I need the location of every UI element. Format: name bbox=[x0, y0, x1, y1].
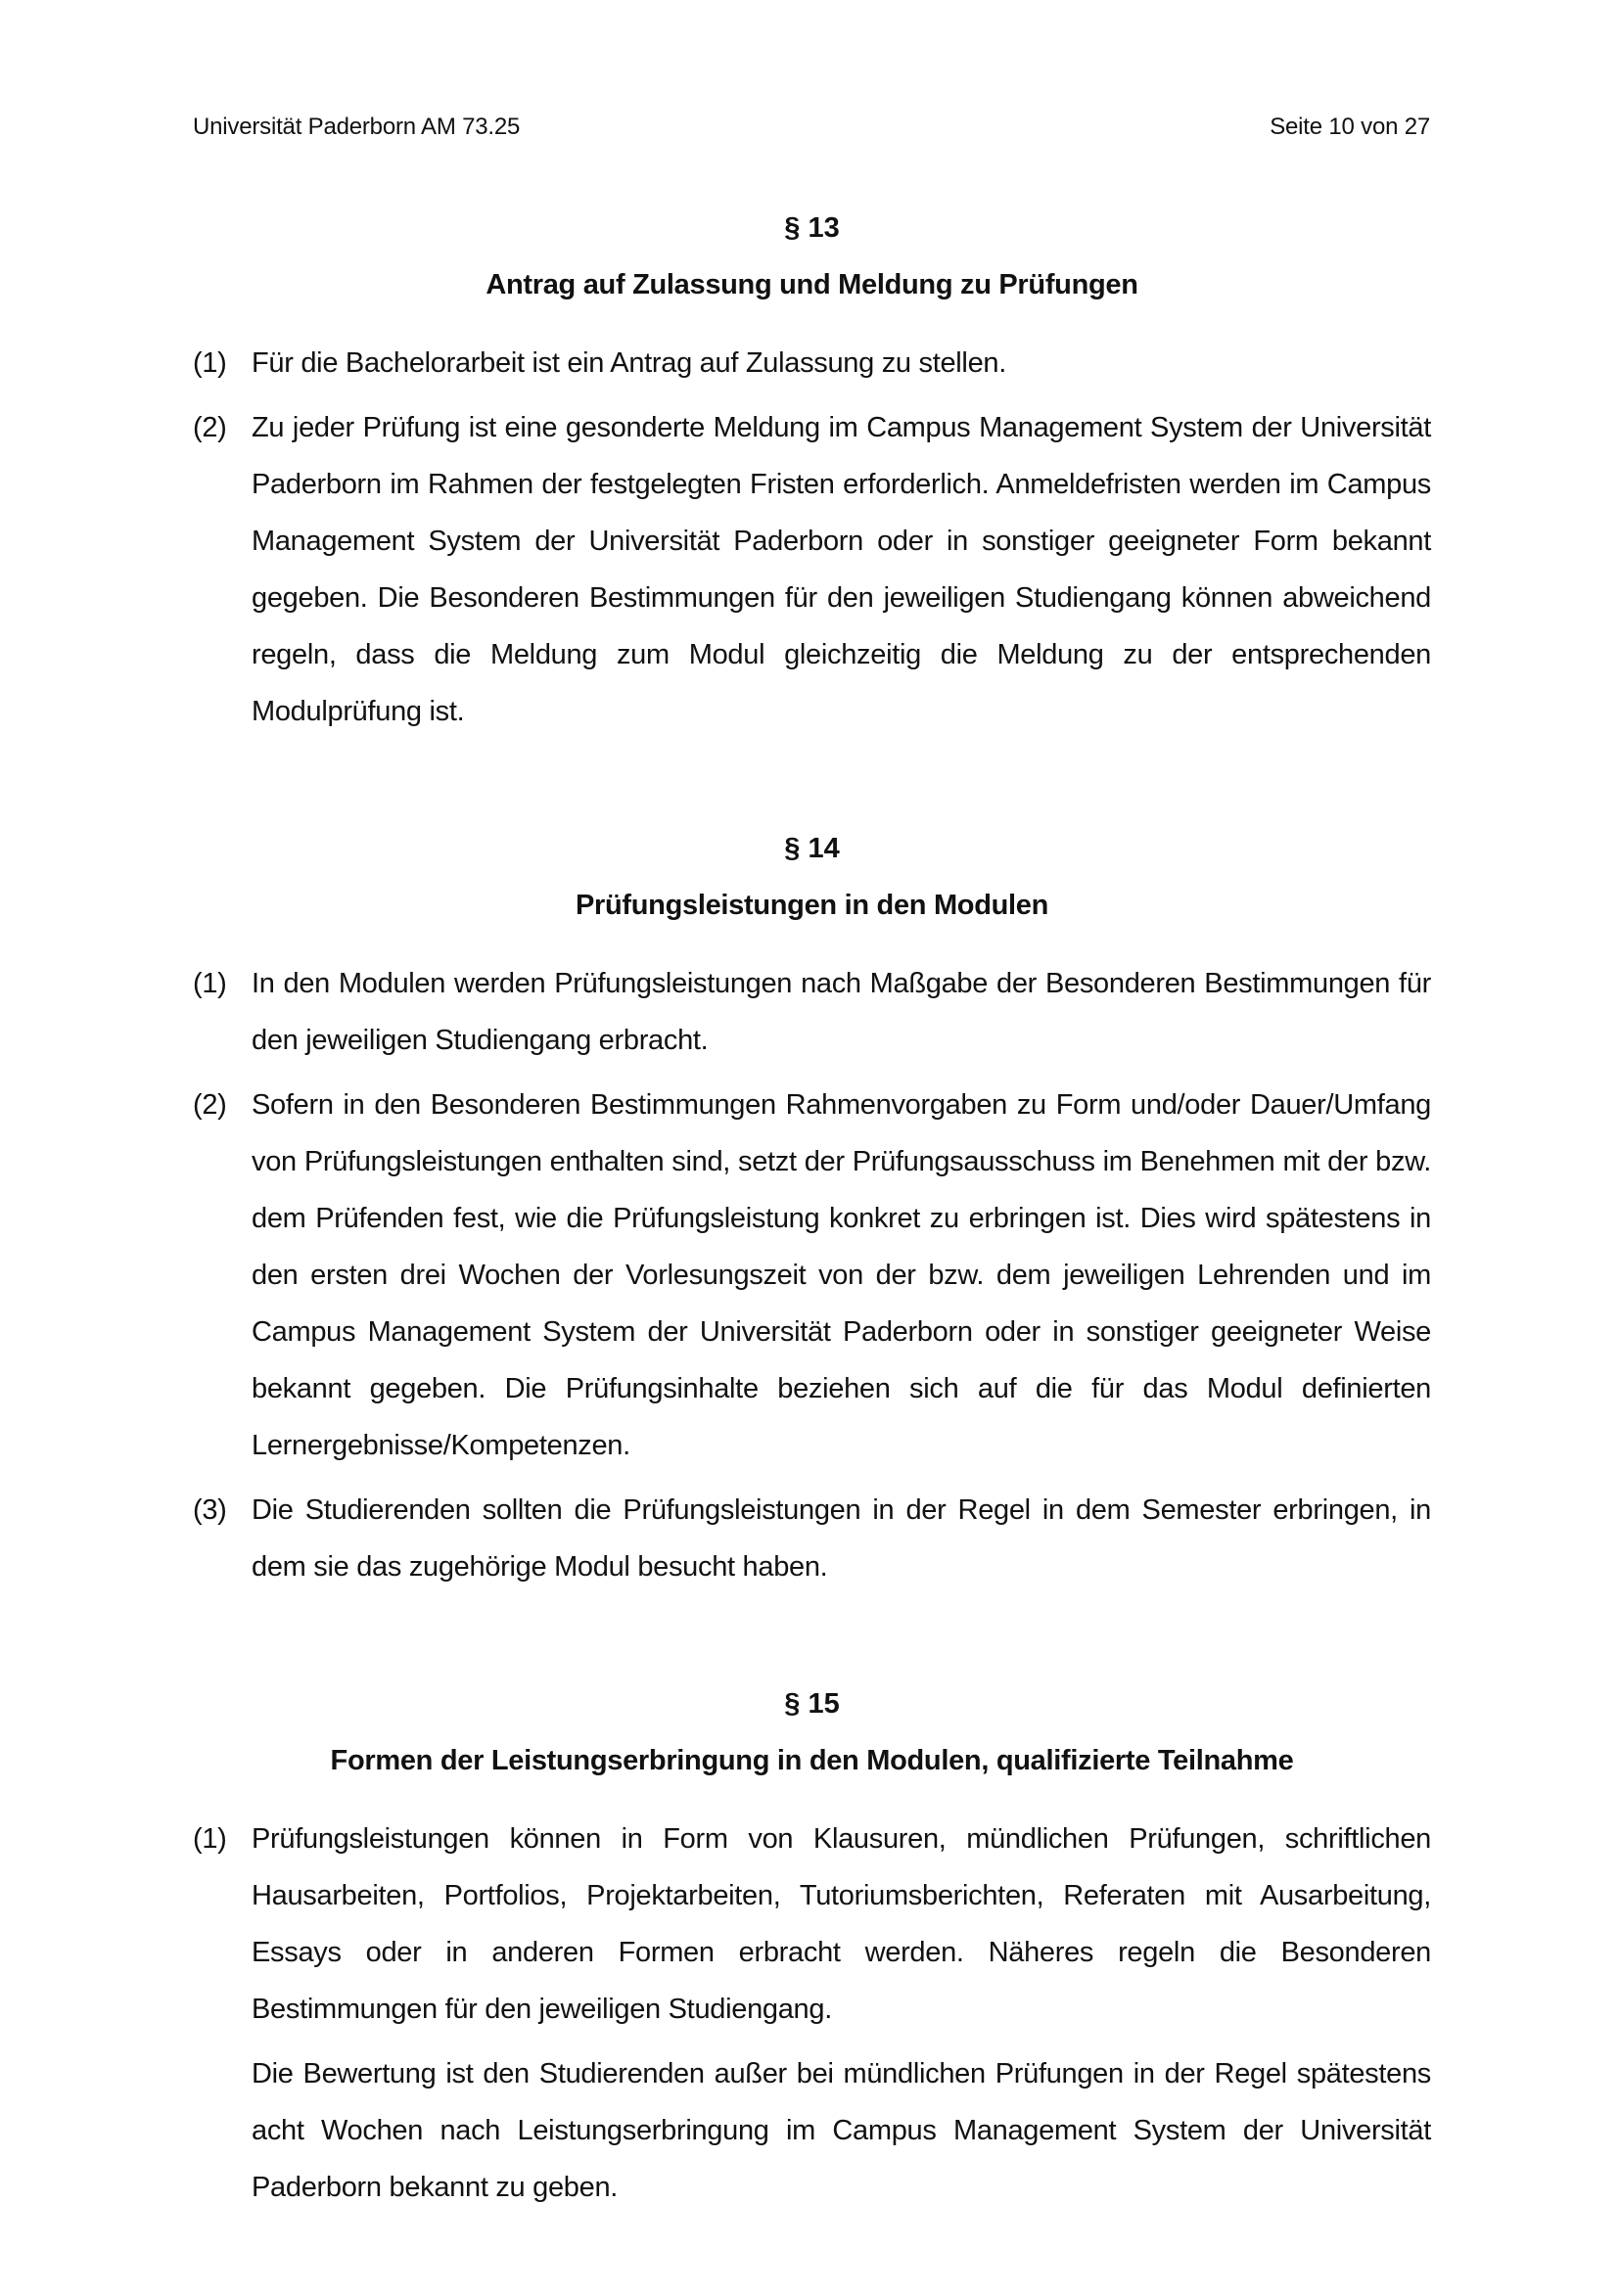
paragraph-continuation bbox=[193, 2045, 1431, 2216]
page-header bbox=[193, 114, 1430, 141]
section-13 bbox=[193, 200, 1431, 740]
paragraph-text: Zu jeder Prüfung ist eine gesonderte Meldung im Campus Management System der Universität Paderborn im Rahmen der festgelegten Fristen erforderlich. Anmeldefristen werden im Campus Management System der Universität Paderborn oder in sonstiger geeigneter Form bekannt gegeben. Die Besonderen Bestimmungen für den jeweiligen Studiengang können abweichend regeln, dass die Meldung zum Modul gleichzeitig die Meldung zu der entsprechenden Modulprüfung ist. bbox=[252, 412, 1431, 727]
paragraph-text: Prüfungsleistungen können in Form von Klausuren, mündlichen Prüfungen, schriftlichen Hausarbeiten, Portfolios, Projektarbeiten, Tutoriumsberichten, Referaten mit Ausarbeitung, Essays oder in anderen Formen erbracht werden. Näheres regeln die Besonderen Bestimmungen für den jeweiligen Studiengang. bbox=[252, 1823, 1431, 2025]
document-body bbox=[193, 200, 1431, 2296]
paragraph-number: (1) bbox=[193, 968, 227, 999]
section-title: Antrag auf Zulassung und Meldung zu Prüfungen bbox=[486, 269, 1138, 300]
paragraph bbox=[193, 1077, 1431, 1474]
paragraph-number: (2) bbox=[193, 412, 227, 443]
paragraph-number: (1) bbox=[193, 1823, 227, 1855]
paragraph bbox=[193, 399, 1431, 740]
section-title: Formen der Leistungserbringung in den Modulen, qualifizierte Teilnahme bbox=[330, 1745, 1294, 1776]
section-title: Prüfungsleistungen in den Modulen bbox=[575, 890, 1049, 921]
paragraph bbox=[193, 1482, 1431, 1595]
paragraph-text: Die Bewertung ist den Studierenden außer bei mündlichen Prüfungen in der Regel spätestens acht Wochen nach Leistungserbringung im Campus Management System der Universität Paderborn bekannt zu geben. bbox=[252, 2058, 1431, 2203]
header-page-number: Seite 10 von 27 bbox=[1270, 114, 1430, 140]
paragraph-number: (2) bbox=[193, 1089, 227, 1121]
section-number: § 15 bbox=[784, 1688, 840, 1720]
section-number: § 13 bbox=[784, 212, 840, 244]
section-15 bbox=[193, 1676, 1431, 2216]
paragraph bbox=[193, 1811, 1431, 2038]
paragraph bbox=[193, 335, 1431, 391]
paragraph-number: (3) bbox=[193, 1494, 227, 1526]
section-number: § 14 bbox=[784, 833, 840, 864]
paragraph-text: Für die Bachelorarbeit ist ein Antrag auf Zulassung zu stellen. bbox=[252, 347, 1006, 379]
paragraph-number: (1) bbox=[193, 347, 227, 379]
paragraph-text: Sofern in den Besonderen Bestimmungen Rahmenvorgaben zu Form und/oder Dauer/Umfang von Prüfungsleistungen enthalten sind, setzt der Prüfungsausschuss im Benehmen mit der bzw. dem Prüfenden fest, wie die Prüfungsleistung konkret zu erbringen ist. Dies wird spätestens in den ersten drei Wochen der Vorlesungszeit von der bzw. dem jeweiligen Lehrenden und im Campus Management System der Universität Paderborn oder in sonstiger geeigneter Weise bekannt gegeben. Die Prüfungsinhalte beziehen sich auf die für das Modul definierten Lernergebnisse/Kompetenzen. bbox=[252, 1089, 1431, 1461]
paragraph-text: Die Studierenden sollten die Prüfungsleistungen in der Regel in dem Semester erbringen, in dem sie das zugehörige Modul besucht haben. bbox=[252, 1494, 1431, 1583]
section-14 bbox=[193, 820, 1431, 1595]
paragraph-text: In den Modulen werden Prüfungsleistungen nach Maßgabe der Besonderen Bestimmungen für den jeweiligen Studiengang erbracht. bbox=[252, 968, 1431, 1056]
paragraph bbox=[193, 955, 1431, 1069]
header-document-ref: Universität Paderborn AM 73.25 bbox=[193, 114, 521, 140]
